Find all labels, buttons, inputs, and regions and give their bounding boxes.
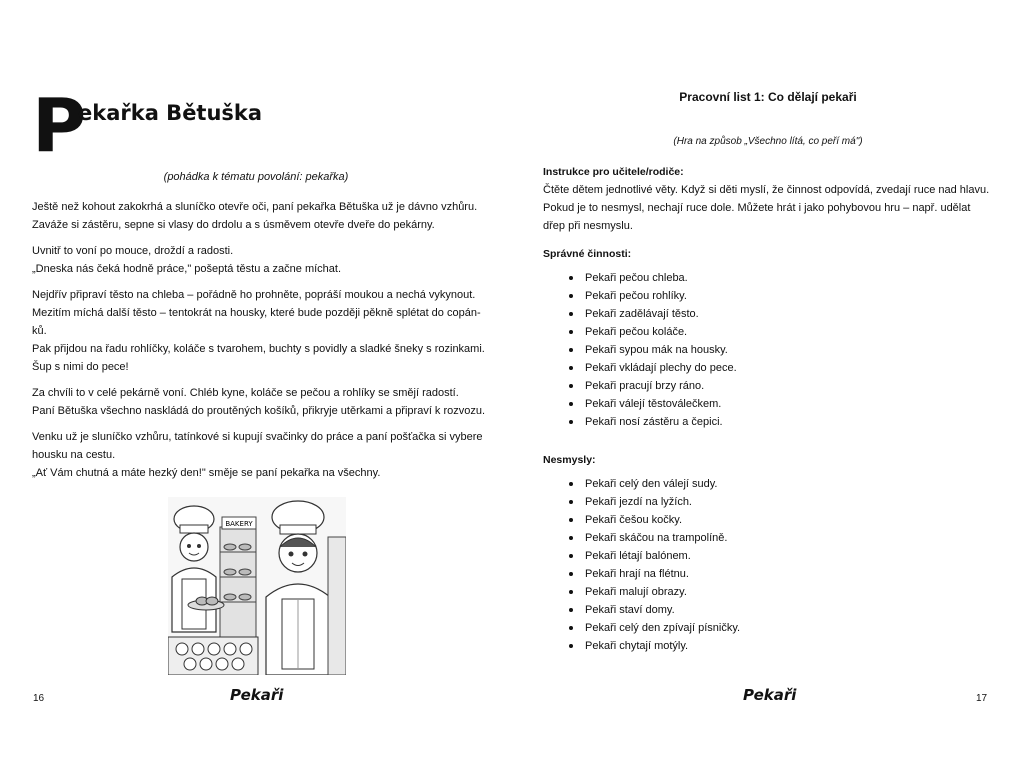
correct-activities-list [543,269,1013,431]
story-line: Paní Bětuška všechno naskládá do proutěných košíků, přikryje utěrkami a připraví k rozvozu. [32,405,486,417]
story-line: housku na cestu. [32,449,116,461]
bakery-sign: BAKERY [225,520,253,528]
list-item: Pekaři pečou chleba. [567,269,1013,287]
story-line: „Dneska nás čeká hodně práce," pošeptá těstu a začne míchat. [32,263,342,275]
story-line: Venku už je sluníčko vzhůru, tatínkové si kupují svačinky do práce a paní pošťačka si vybere [32,431,483,443]
story-line: „Ať Vám chutná a máte hezký den!" směje se paní pekařka na všechny. [32,467,381,479]
story-paragraph [32,428,492,482]
story-line: Mezitím míchá další těsto – tentokrát na housky, které bude později pěkně splétat do copán- [32,307,481,319]
list-item: Pekaři jezdí na lyžích. [567,493,1013,511]
instructions-label: Instrukce pro učitele/rodiče: [543,166,684,178]
list-item: Pekaři pečou rohlíky. [567,287,1013,305]
story-paragraph [32,286,492,376]
instructions-text [543,181,1013,235]
instructions-line: Čtěte dětem jednotlivé věty. Když si děti myslí, že činnost odpovídá, zvedají ruce nad hlavu. [543,184,990,196]
story-line: Zaváže si zástěru, sepne si vlasy do drdolu a s úsměvem otevře dveře do pekárny. [32,219,435,231]
list-item: Pekaři celý den válejí sudy. [567,475,1013,493]
correct-activities-label: Správné činnosti: [543,248,632,260]
list-item: Pekaři staví domy. [567,601,1013,619]
list-item: Pekaři zadělávají těsto. [567,305,1013,323]
page-number-left: 16 [33,693,45,704]
story-line: Nejdřív připraví těsto na chleba – pořádně ho prohněte, popráší moukou a nechá vykynout. [32,289,476,301]
list-item: Pekaři vkládají plechy do pece. [567,359,1013,377]
worksheet-body [543,163,1013,655]
story-line: Ještě než kohout zakokrhá a sluníčko otevře oči, paní pekařka Bětuška už je dávno vzhůru. [32,201,478,213]
story-subtitle: (pohádka k tématu povolání: pekařka) [163,171,349,183]
list-item: Pekaři nosí zástěru a čepici. [567,413,1013,431]
story-line: Šup s nimi do pece! [32,361,129,373]
right-page [512,0,1024,768]
story-line: Pak přijdou na řadu rohlíčky, koláče s tvarohem, buchty s povidly a sladké šneky s rozinkami. [32,343,485,355]
list-item: Pekaři malují obrazy. [567,583,1013,601]
story-paragraph [32,384,492,420]
list-item: Pekaři létají balónem. [567,547,1013,565]
list-item: Pekaři hrají na flétnu. [567,565,1013,583]
title-text: ekařka Bětuška [78,101,263,125]
list-item: Pekaři pracují brzy ráno. [567,377,1013,395]
story-title [32,83,332,169]
bakers-illustration [168,497,346,675]
story-line: Uvnitř to voní po mouce, droždí a radosti. [32,245,234,257]
nonsense-list [543,475,1013,655]
story-text [32,198,492,490]
nonsense-label: Nesmysly: [543,454,596,466]
list-item: Pekaři chytají motýly. [567,637,1013,655]
instructions-line: dřep při nesmyslu. [543,220,633,232]
list-item: Pekaři celý den zpívají písničky. [567,619,1013,637]
story-paragraph [32,198,492,234]
story-line: Za chvíli to v celé pekárně voní. Chléb kyne, koláče se pečou a rohlíky se smějí radostí. [32,387,459,399]
story-paragraph [32,242,492,278]
story-line: ků. [32,325,47,337]
worksheet-subtitle: (Hra na způsob „Všechno lítá, co peří má") [673,136,863,147]
title-dropcap: P [32,83,87,169]
worksheet-title: Pracovní list 1: Co dělají pekaři [679,90,857,104]
caption-left: Pekaři [230,686,284,704]
instructions-line: Pokud je to nesmysl, nechají ruce dole. Můžete hrát i jako pohybovou hru – např. udělat [543,202,971,214]
list-item: Pekaři válejí těstoválečkem. [567,395,1013,413]
page-number-right: 17 [976,693,988,704]
list-item: Pekaři sypou mák na housky. [567,341,1013,359]
caption-right: Pekaři [743,686,797,704]
list-item: Pekaři pečou koláče. [567,323,1013,341]
list-item: Pekaři skáčou na trampolíně. [567,529,1013,547]
list-item: Pekaři češou kočky. [567,511,1013,529]
